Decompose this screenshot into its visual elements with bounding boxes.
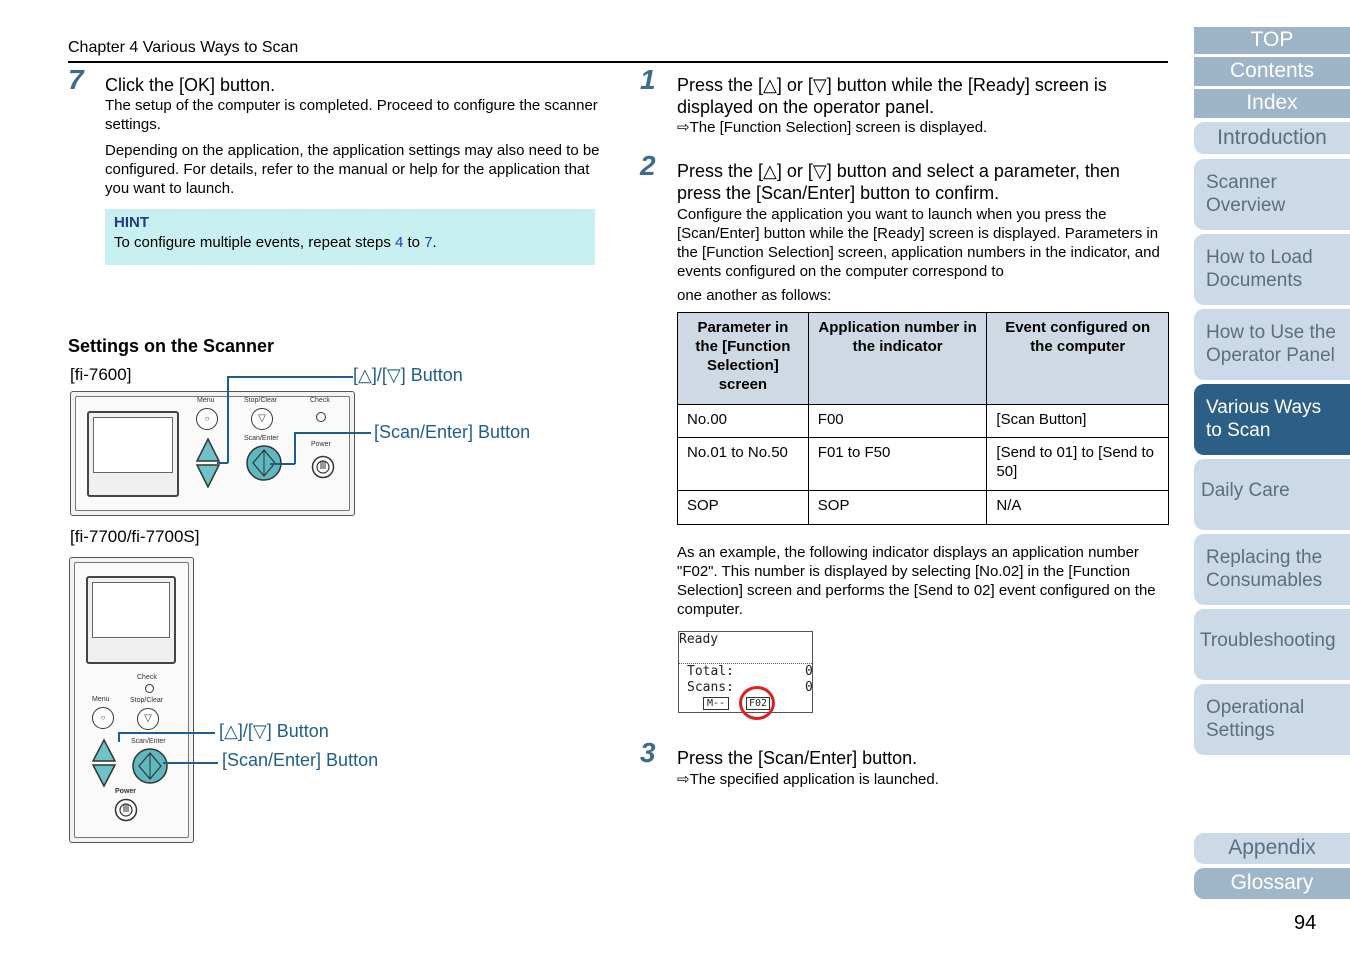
stop-clear-label-7700: Stop/Clear: [130, 697, 164, 704]
highlight-circle: [739, 686, 775, 720]
table-header-event: Event configured on the computer: [987, 313, 1169, 405]
step-3-title: Press the [Scan/Enter] button.: [677, 748, 918, 768]
up-down-buttons-icon-7700[interactable]: [91, 738, 117, 788]
nav-top-button[interactable]: TOP: [1194, 27, 1350, 54]
power-button-icon-7700[interactable]: [114, 798, 138, 822]
lcd-display: [87, 411, 179, 497]
function-indicator: F02: [746, 697, 770, 710]
nav-appendix[interactable]: Appendix: [1194, 833, 1350, 864]
step-3-result: ⇨The specified application is launched.: [677, 771, 939, 788]
ready-label: Ready: [679, 632, 719, 647]
stop-clear-label: Stop/Clear: [244, 397, 278, 404]
check-label-7700: Check: [137, 674, 157, 681]
fi7700-operator-panel: [69, 557, 194, 843]
scans-label: Scans:: [687, 680, 734, 695]
table-row: [678, 405, 1169, 438]
nav-item-troubleshooting[interactable]: Troubleshooting: [1194, 609, 1350, 680]
hint-box: [105, 209, 595, 265]
nav-item-operator-panel[interactable]: How to Use the Operator Panel: [1194, 309, 1350, 380]
step-2-text-end: one another as follows:: [677, 287, 832, 304]
scan-enter-label-7700: Scan/Enter: [131, 738, 166, 745]
step-1-number: 1: [640, 64, 656, 95]
fi7700-label: [fi-7700/fi-7700S]: [70, 527, 200, 546]
check-label: Check: [310, 397, 330, 404]
table-header-row: [678, 313, 1169, 405]
scan-enter-label: Scan/Enter: [244, 435, 279, 442]
table-cell: No.01 to No.50: [678, 438, 809, 491]
total-value: 0: [805, 664, 813, 679]
hint-title: HINT: [114, 214, 149, 231]
step-7-number: 7: [68, 64, 84, 95]
nav-introduction[interactable]: Introduction: [1194, 122, 1350, 154]
step-2-title: Press the [△] or [▽] button and select a parameter, then press the [Scan/Enter] button to confirm.: [677, 161, 1120, 203]
fi7600-label: [fi-7600]: [70, 365, 132, 384]
page-number: 94: [1294, 912, 1317, 934]
step-7-title: Click the [OK] button.: [105, 75, 276, 95]
table-cell: No.00: [678, 405, 809, 438]
stop-clear-button[interactable]: ▽: [251, 408, 273, 430]
parameter-table: [677, 312, 1169, 525]
fi7600-operator-panel: [70, 391, 355, 516]
nav-glossary[interactable]: Glossary: [1194, 868, 1350, 899]
step-7-text-1: The setup of the computer is completed. Proceed to configure the scanner settings.: [105, 97, 598, 133]
lcd-display-7700: [86, 576, 176, 664]
table-cell: N/A: [987, 491, 1169, 525]
step-4-link[interactable]: 4: [395, 234, 404, 251]
table-cell: SOP: [808, 491, 987, 525]
table-cell: F01 to F50: [808, 438, 987, 491]
nav-item-various-ways-to-scan[interactable]: Various Ways to Scan: [1194, 384, 1350, 455]
fi7600-updown-callout: [△]/[▽] Button: [353, 365, 463, 385]
nav-item-how-to-load[interactable]: How to Load Documents: [1194, 234, 1350, 305]
table-cell: F00: [808, 405, 987, 438]
header-rule: [68, 61, 1168, 63]
nav-item-replacing-consumables[interactable]: Replacing the Consumables: [1194, 534, 1350, 605]
power-button-icon[interactable]: [311, 455, 335, 479]
fi7600-scan-callout: [Scan/Enter] Button: [374, 422, 531, 442]
nav-item-daily-care[interactable]: Daily Care: [1194, 459, 1350, 530]
menu-button[interactable]: ○: [196, 408, 218, 430]
nav-contents-button[interactable]: Contents: [1194, 57, 1350, 86]
table-cell: [Send to 01] to [Send to 50]: [987, 438, 1169, 491]
table-cell: SOP: [678, 491, 809, 525]
table-header-appnumber: Application number in the indicator: [808, 313, 987, 405]
table-row: [678, 438, 1169, 491]
nav-index-button[interactable]: Index: [1194, 89, 1350, 118]
scan-enter-button-7700[interactable]: [131, 747, 169, 785]
step-1-title: Press the [△] or [▽] button while the [Ready] screen is displayed on the operator panel.: [677, 75, 1107, 117]
table-cell: [Scan Button]: [987, 405, 1169, 438]
menu-label-7700: Menu: [92, 696, 110, 703]
menu-button-7700[interactable]: ○: [92, 707, 114, 729]
step-7-text-2: Depending on the application, the application settings may also need to be configured. For details, refer to the manual or help for the application that you want to launch.: [105, 142, 600, 197]
nav-item-scanner-overview[interactable]: Scanner Overview: [1194, 159, 1350, 230]
mode-indicator: M--: [703, 697, 729, 710]
section-title: Settings on the Scanner: [68, 336, 275, 356]
check-indicator-icon: [316, 412, 326, 422]
step-2-number: 2: [640, 150, 656, 181]
step-3-number: 3: [640, 737, 656, 768]
check-indicator-icon-7700: [145, 684, 154, 693]
example-text: As an example, the following indicator displays an application number "F02". This number is displayed by selecting [No.02] in the [Function Selection] screen and performs the [Send to 02] event configured on the computer.: [677, 544, 1156, 618]
total-label: Total:: [687, 664, 734, 679]
step-1-result: ⇨The [Function Selection] screen is displayed.: [677, 119, 988, 136]
stop-clear-button-7700[interactable]: ▽: [137, 708, 159, 730]
power-label: Power: [311, 441, 331, 448]
table-row: [678, 491, 1169, 525]
hint-text: To configure multiple events, repeat steps 4 to 7.: [114, 234, 437, 251]
fi7700-scan-callout: [Scan/Enter] Button: [222, 750, 379, 770]
power-label-7700: Power: [115, 788, 137, 795]
nav-item-operational-settings[interactable]: Operational Settings: [1194, 684, 1350, 755]
scans-value: 0: [805, 680, 813, 695]
fi7700-updown-callout: [△]/[▽] Button: [219, 721, 329, 741]
menu-label: Menu: [197, 397, 215, 404]
step-2-text: Configure the application you want to launch when you press the [Scan/Enter] button while the [Ready] screen is displayed. Parameters in the [Function Selection] screen, application numbers in the indicator, and events configured on the computer correspond to: [677, 206, 1160, 280]
step-7-link[interactable]: 7: [424, 234, 433, 251]
chapter-title: Chapter 4 Various Ways to Scan: [68, 39, 299, 56]
table-header-parameter: Parameter in the [Function Selection] screen: [678, 313, 809, 405]
